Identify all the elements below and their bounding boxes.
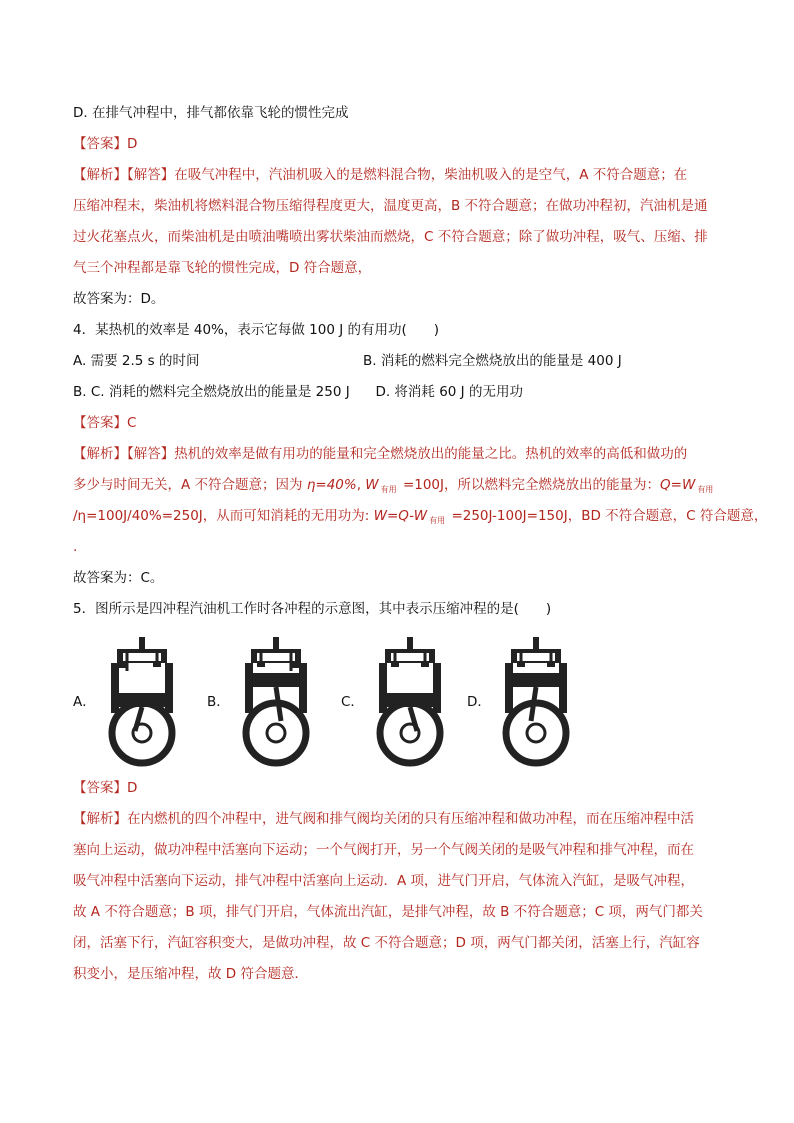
figure-b: [207, 635, 327, 765]
q5-analysis-line-3: 吸气冲程中活塞向下运动，排气冲程中活塞向上运动．A 项，进气门开启，气体流入汽缸，是吸气冲程，: [73, 873, 695, 889]
figure-label-d: D．: [467, 694, 491, 710]
analysis-tag: 【解析】: [73, 811, 127, 827]
answer-value: C: [127, 415, 137, 431]
q5-answer: [73, 773, 723, 804]
q4-options-row-2: [73, 377, 723, 408]
document-page: [73, 98, 768, 990]
q3-analysis-line-4: 气三个冲程都是靠飞轮的惯性完成，D 符合题意，: [73, 260, 372, 276]
q4-stem: 4．某热机的效率是 40%，表示它每做 100 J 的有用功( ): [73, 322, 440, 338]
q4-options-row-1: [73, 346, 723, 377]
analysis-tag: 【解析】【解答】: [73, 167, 175, 183]
figure-label-a: A．: [73, 694, 96, 710]
figure-c: [341, 635, 461, 765]
q3-option-d: D. 在排气冲程中，排气都依靠飞轮的惯性完成: [73, 105, 349, 121]
q4-answer: [73, 408, 723, 439]
q4-option-a: A. 需要 2.5 s 的时间: [73, 353, 200, 369]
answer-tag: 【答案】: [73, 136, 127, 152]
figure-d: [467, 635, 587, 765]
figure-label-b: B．: [207, 694, 230, 710]
engine-stroke-figures: [73, 635, 723, 765]
q3-analysis-line-3: 过火花塞点火，而柴油机是由喷油嘴喷出雾状柴油而燃烧，C 不符合题意；除了做功冲程，吸气、压缩、排: [73, 229, 708, 245]
q5-stem: 5．图所示是四冲程汽油机工作时各冲程的示意图，其中表示压缩冲程的是( ): [73, 601, 552, 617]
q4-analysis-line-3: /η=100J/40%=250J，从而可知消耗的无用功为: W=Q-W $_{有用}$ =250J-100J=150J，BD 不符合题意，C 符合题意，: [73, 508, 768, 525]
engine-diagram-d: [491, 635, 581, 765]
q4-conclusion: 故答案为：C。: [73, 570, 164, 586]
q5-analysis-line-2: 塞向上运动，做功冲程中活塞向下运动；一个气阀打开，另一个气阀关闭的是吸气冲程和排气冲程，而在: [73, 842, 694, 858]
q5-analysis-line-6: 积变小，是压缩冲程，故 D 符合题意．: [73, 966, 308, 982]
answer-tag: 【答案】: [73, 415, 127, 431]
q4-trailing-dot: .: [73, 539, 78, 555]
q4-analysis-line-2: 多少与时间无关，A 不符合题意；因为 η=40%, W $_{有用}$ =100J，所以燃料完全燃烧放出的能量为：Q=W $_{有用}$: [73, 477, 714, 494]
q4-option-b: B. 消耗的燃料完全燃烧放出的能量是 400 J: [363, 353, 622, 369]
q4-analysis-line-1: 【解析】【解答】热机的效率是做有用功的能量和完全燃烧放出的能量之比。热机的效率的高低和做功的: [73, 446, 688, 462]
q5-analysis-line-5: 闭，活塞下行，汽缸容积变大，是做功冲程，故 C 不符合题意；D 项，两气门都关闭，活塞上行，汽缸容: [73, 935, 700, 951]
answer-tag: 【答案】: [73, 780, 127, 796]
engine-diagram-a: [97, 635, 187, 765]
q3-analysis-line-1: 【解析】【解答】在吸气冲程中，汽油机吸入的是燃料混合物，柴油机吸入的是空气，A 不符合题意；在: [73, 167, 688, 183]
q4-option-d: D. 将消耗 60 J 的无用功: [375, 384, 523, 400]
q3-analysis-line-2: 压缩冲程末，柴油机将燃料混合物压缩得程度更大，温度更高，B 不符合题意；在做功冲程初，汽油机是通: [73, 198, 708, 214]
answer-value: D: [127, 780, 138, 796]
answer-value: D: [127, 136, 138, 152]
q5-analysis-line-4: 故 A 不符合题意；B 项，排气门开启，气体流出汽缸，是排气冲程，故 B 不符合题意；C 项，两气门都关: [73, 904, 703, 920]
q4-option-c: B. C. 消耗的燃料完全燃烧放出的能量是 250 J: [73, 384, 350, 400]
q5-analysis-line-1: 【解析】在内燃机的四个冲程中，进气阀和排气阀均关闭的只有压缩冲程和做功冲程，而在压缩冲程中活: [73, 811, 694, 827]
q3-answer: [73, 129, 723, 160]
q3-conclusion: 故答案为：D。: [73, 291, 165, 307]
analysis-tag: 【解析】【解答】: [73, 446, 175, 462]
figure-label-c: C．: [341, 694, 364, 710]
figure-a: [73, 635, 193, 765]
engine-diagram-c: [365, 635, 455, 765]
engine-diagram-b: [231, 635, 321, 765]
